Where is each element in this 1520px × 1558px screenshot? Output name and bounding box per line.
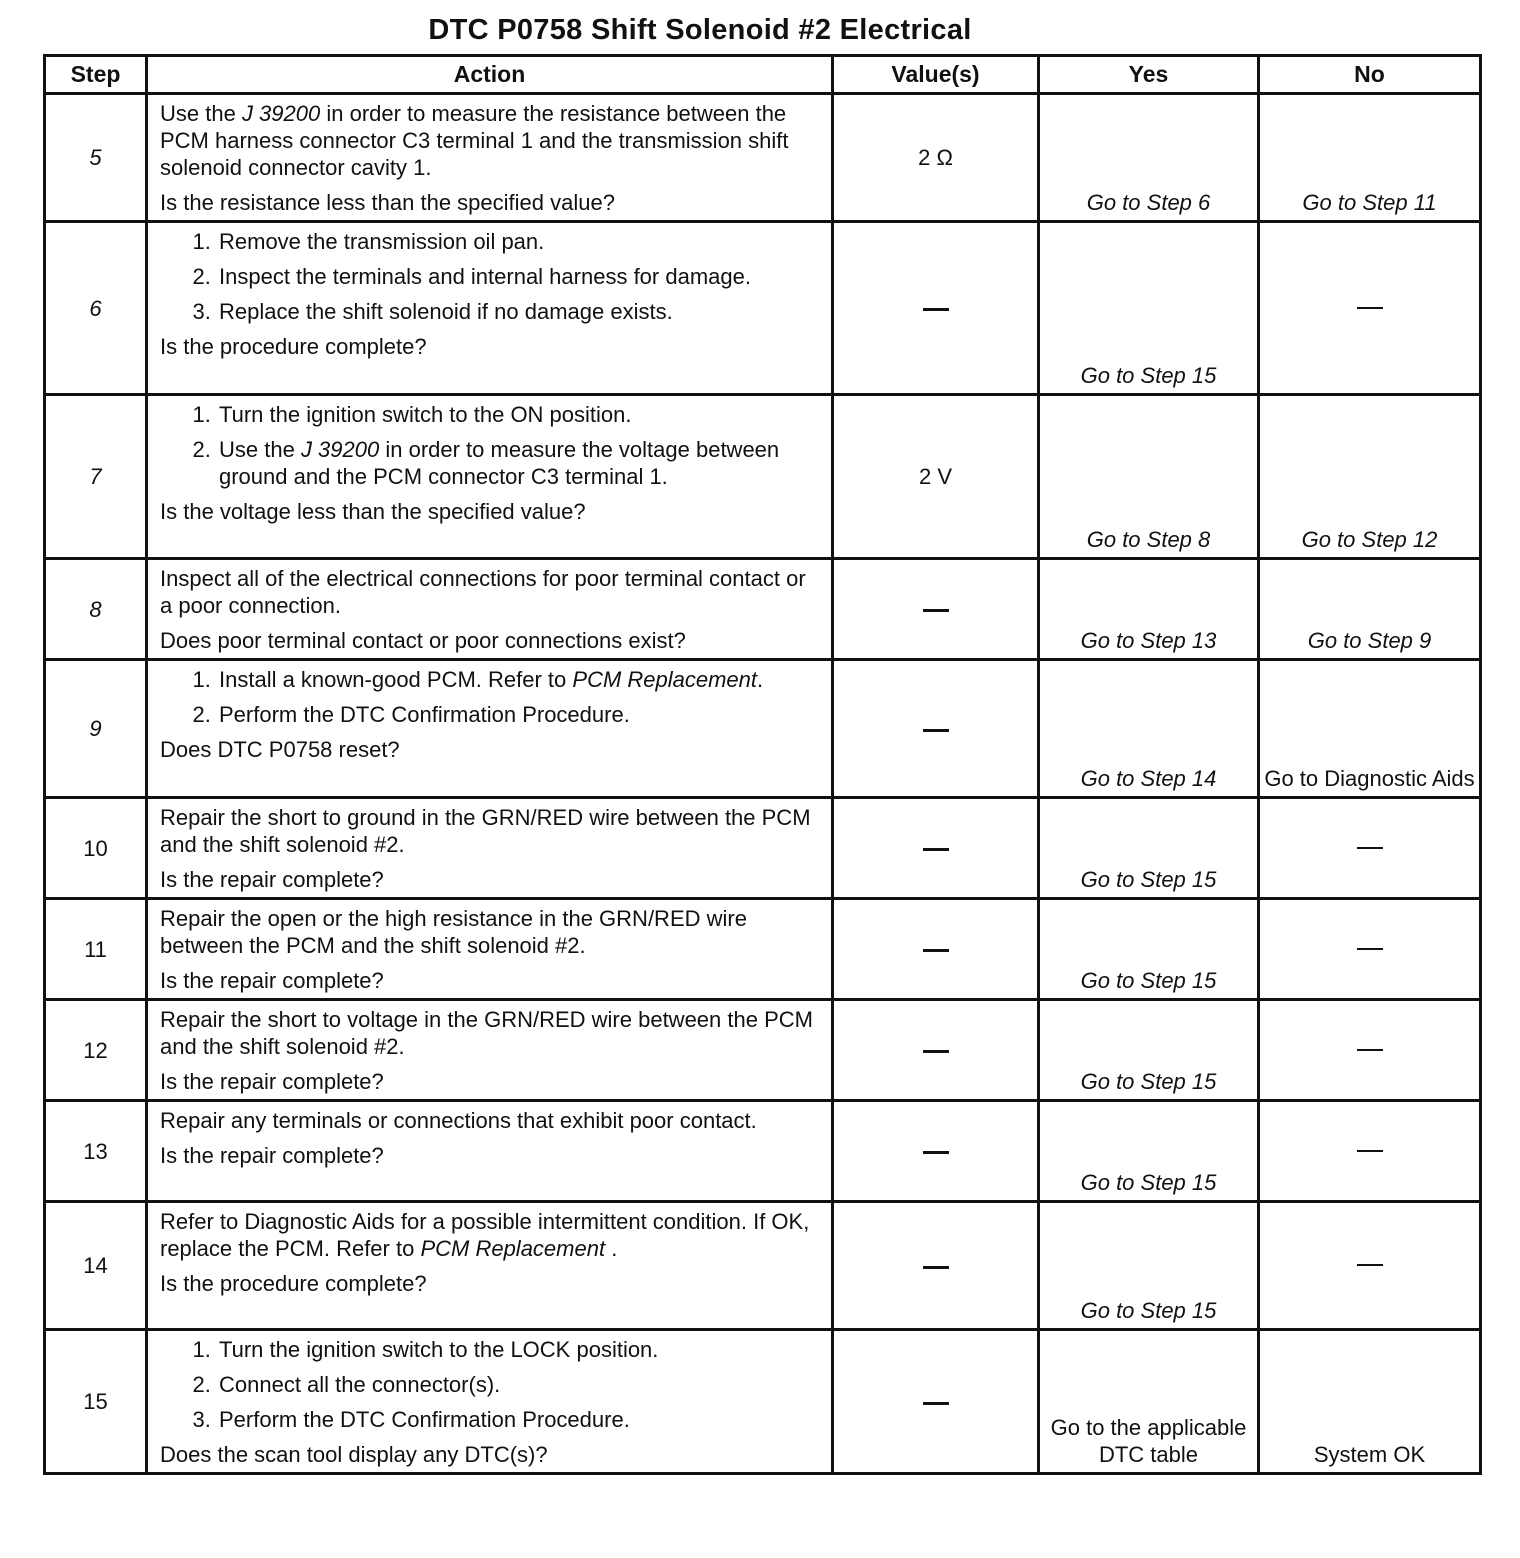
yes-cell [1039, 660, 1259, 798]
no-result: Go to Step 11 [1302, 190, 1437, 215]
action-question: Is the procedure complete? [160, 334, 427, 359]
no-cell [1259, 899, 1481, 1000]
text-run: . [605, 1236, 618, 1261]
table-row [45, 1000, 1481, 1101]
value-cell [833, 798, 1039, 899]
value-cell [833, 660, 1039, 798]
reference-text: J 39200 [300, 437, 380, 462]
action-instruction [160, 1107, 821, 1134]
yes-cell [1039, 899, 1259, 1000]
header-step: Step [45, 56, 147, 94]
action-instruction [160, 1208, 821, 1262]
reference-text: J 39200 [241, 101, 321, 126]
text-run: Use the [160, 101, 242, 126]
yes-cell [1039, 1101, 1259, 1202]
not-applicable-dash [923, 609, 949, 612]
yes-cell [1039, 222, 1259, 395]
step-number: 14 [45, 1202, 147, 1330]
text-run: in order to measure the voltage between ground and the PCM connector C3 terminal 1. [219, 437, 780, 489]
not-applicable-dash [923, 848, 949, 851]
action-step-item [217, 298, 821, 325]
table-row [45, 94, 1481, 222]
text-run: Connect all the connector(s). [219, 1372, 501, 1397]
step-number: 5 [45, 94, 147, 222]
action-steps-list [160, 228, 821, 325]
text-run: Remove the transmission oil pan. [219, 229, 545, 254]
text-run: in order to measure the resistance between the PCM harness connector C3 terminal 1 and the transmission shift solenoid connector cavity 1. [160, 101, 789, 180]
action-cell [147, 222, 833, 395]
not-applicable-dash [923, 949, 949, 952]
yes-cell [1039, 395, 1259, 559]
reference-text: PCM Replacement [420, 1236, 606, 1261]
step-number: 6 [45, 222, 147, 395]
table-row [45, 395, 1481, 559]
table-row [45, 798, 1481, 899]
text-run: Inspect all of the electrical connections for poor terminal contact or a poor connection. [160, 566, 806, 618]
yes-cell [1039, 1000, 1259, 1101]
value-cell: 2 V [833, 395, 1039, 559]
value-cell [833, 1101, 1039, 1202]
yes-result: Go to Step 15 [1080, 1298, 1217, 1323]
not-applicable-dash [923, 729, 949, 732]
step-number: 13 [45, 1101, 147, 1202]
no-result: Go to Diagnostic Aids [1264, 766, 1475, 791]
action-question: Does the scan tool display any DTC(s)? [160, 1442, 548, 1467]
action-question: Is the repair complete? [160, 867, 384, 892]
action-instruction [160, 100, 821, 181]
value-cell [833, 1000, 1039, 1101]
step-number: 7 [45, 395, 147, 559]
value-cell: 2 Ω [833, 94, 1039, 222]
step-number: 10 [45, 798, 147, 899]
not-applicable-dash [1357, 1150, 1383, 1152]
action-cell [147, 660, 833, 798]
not-applicable-dash [1357, 1264, 1383, 1266]
text-run: Refer to Diagnostic Aids for a possible intermittent condition. If OK, replace the PCM. Refer to [160, 1209, 810, 1261]
action-cell [147, 395, 833, 559]
text-run: Replace the shift solenoid if no damage exists. [219, 299, 673, 324]
not-applicable-dash [1357, 948, 1383, 950]
yes-cell [1039, 1330, 1259, 1474]
reference-text: PCM Replacement [572, 667, 758, 692]
action-question: Is the repair complete? [160, 1143, 384, 1168]
action-cell [147, 1330, 833, 1474]
not-applicable-dash [923, 1266, 949, 1269]
action-cell [147, 1000, 833, 1101]
step-number: 9 [45, 660, 147, 798]
yes-result: Go to Step 6 [1086, 190, 1211, 215]
action-step-item [217, 401, 821, 428]
no-cell [1259, 1000, 1481, 1101]
action-step-item [217, 436, 821, 490]
action-question: Is the resistance less than the specified value? [160, 190, 615, 215]
action-instruction [160, 804, 821, 858]
action-cell [147, 1101, 833, 1202]
not-applicable-dash [923, 308, 949, 311]
text-run: Repair the open or the high resistance in the GRN/RED wire between the PCM and the shift solenoid #2. [160, 906, 747, 958]
text-run: Turn the ignition switch to the ON position. [219, 402, 632, 427]
not-applicable-dash [1357, 307, 1383, 309]
action-cell [147, 1202, 833, 1330]
action-question: Is the procedure complete? [160, 1271, 427, 1296]
no-cell [1259, 1202, 1481, 1330]
text-run: Repair any terminals or connections that exhibit poor contact. [160, 1108, 757, 1133]
action-cell [147, 559, 833, 660]
action-question: Is the repair complete? [160, 968, 384, 993]
table-body [45, 94, 1481, 1474]
action-step-item [217, 228, 821, 255]
no-cell [1259, 559, 1481, 660]
action-question: Is the voltage less than the specified value? [160, 499, 586, 524]
table-row [45, 660, 1481, 798]
action-instruction [160, 905, 821, 959]
no-cell [1259, 1101, 1481, 1202]
text-run: Use the [219, 437, 301, 462]
not-applicable-dash [1357, 1049, 1383, 1051]
header-action: Action [147, 56, 833, 94]
header-yes: Yes [1039, 56, 1259, 94]
action-instruction [160, 1006, 821, 1060]
action-instruction [160, 565, 821, 619]
action-question: Does poor terminal contact or poor connections exist? [160, 628, 686, 653]
step-number: 8 [45, 559, 147, 660]
table-header-row [45, 56, 1481, 94]
not-applicable-dash [923, 1402, 949, 1405]
action-step-item [217, 666, 821, 693]
action-steps-list [160, 666, 821, 728]
action-steps-list [160, 401, 821, 490]
no-cell [1259, 798, 1481, 899]
step-number: 15 [45, 1330, 147, 1474]
action-step-item [217, 701, 821, 728]
no-cell [1259, 1330, 1481, 1474]
yes-result: Go to Step 15 [1080, 363, 1217, 388]
action-cell [147, 798, 833, 899]
action-step-item [217, 1371, 821, 1398]
text-run: Turn the ignition switch to the LOCK position. [219, 1337, 659, 1362]
table-row [45, 559, 1481, 660]
action-question: Does DTC P0758 reset? [160, 737, 400, 762]
yes-cell [1039, 798, 1259, 899]
action-steps-list [160, 1336, 821, 1433]
action-cell [147, 94, 833, 222]
text-run: Repair the short to ground in the GRN/RED wire between the PCM and the shift solenoid #2. [160, 805, 811, 857]
table-row [45, 1330, 1481, 1474]
no-result: Go to Step 9 [1307, 628, 1432, 653]
yes-cell [1039, 559, 1259, 660]
no-cell [1259, 395, 1481, 559]
action-step-item [217, 263, 821, 290]
value-cell [833, 899, 1039, 1000]
yes-result: Go to Step 8 [1086, 527, 1211, 552]
value-cell [833, 1330, 1039, 1474]
text-run: Inspect the terminals and internal harness for damage. [219, 264, 751, 289]
value-cell [833, 1202, 1039, 1330]
text-run: Perform the DTC Confirmation Procedure. [219, 702, 630, 727]
yes-cell [1039, 94, 1259, 222]
diagnostic-table [43, 54, 1482, 1475]
table-row [45, 1101, 1481, 1202]
step-number: 11 [45, 899, 147, 1000]
table-row [45, 1202, 1481, 1330]
header-values: Value(s) [833, 56, 1039, 94]
yes-result: Go to the applicable DTC table [1050, 1415, 1247, 1467]
table-row [45, 222, 1481, 395]
yes-cell [1039, 1202, 1259, 1330]
table-row [45, 899, 1481, 1000]
not-applicable-dash [1357, 847, 1383, 849]
action-question: Is the repair complete? [160, 1069, 384, 1094]
action-step-item [217, 1406, 821, 1433]
action-step-item [217, 1336, 821, 1363]
no-cell [1259, 222, 1481, 395]
no-result: Go to Step 12 [1301, 527, 1438, 552]
yes-result: Go to Step 13 [1080, 628, 1217, 653]
step-number: 12 [45, 1000, 147, 1101]
not-applicable-dash [923, 1151, 949, 1154]
not-applicable-dash [923, 1050, 949, 1053]
yes-result: Go to Step 15 [1080, 867, 1217, 892]
page-title: DTC P0758 Shift Solenoid #2 Electrical [428, 14, 972, 46]
no-result: System OK [1313, 1442, 1426, 1467]
yes-result: Go to Step 15 [1080, 968, 1217, 993]
yes-result: Go to Step 15 [1080, 1170, 1217, 1195]
no-cell [1259, 94, 1481, 222]
text-run: Repair the short to voltage in the GRN/RED wire between the PCM and the shift solenoid #2. [160, 1007, 813, 1059]
header-no: No [1259, 56, 1481, 94]
yes-result: Go to Step 14 [1080, 766, 1217, 791]
no-cell [1259, 660, 1481, 798]
value-cell [833, 222, 1039, 395]
yes-result: Go to Step 15 [1080, 1069, 1217, 1094]
text-run: Perform the DTC Confirmation Procedure. [219, 1407, 630, 1432]
action-cell [147, 899, 833, 1000]
text-run: . [757, 667, 764, 692]
text-run: Install a known-good PCM. Refer to [219, 667, 573, 692]
value-cell [833, 559, 1039, 660]
